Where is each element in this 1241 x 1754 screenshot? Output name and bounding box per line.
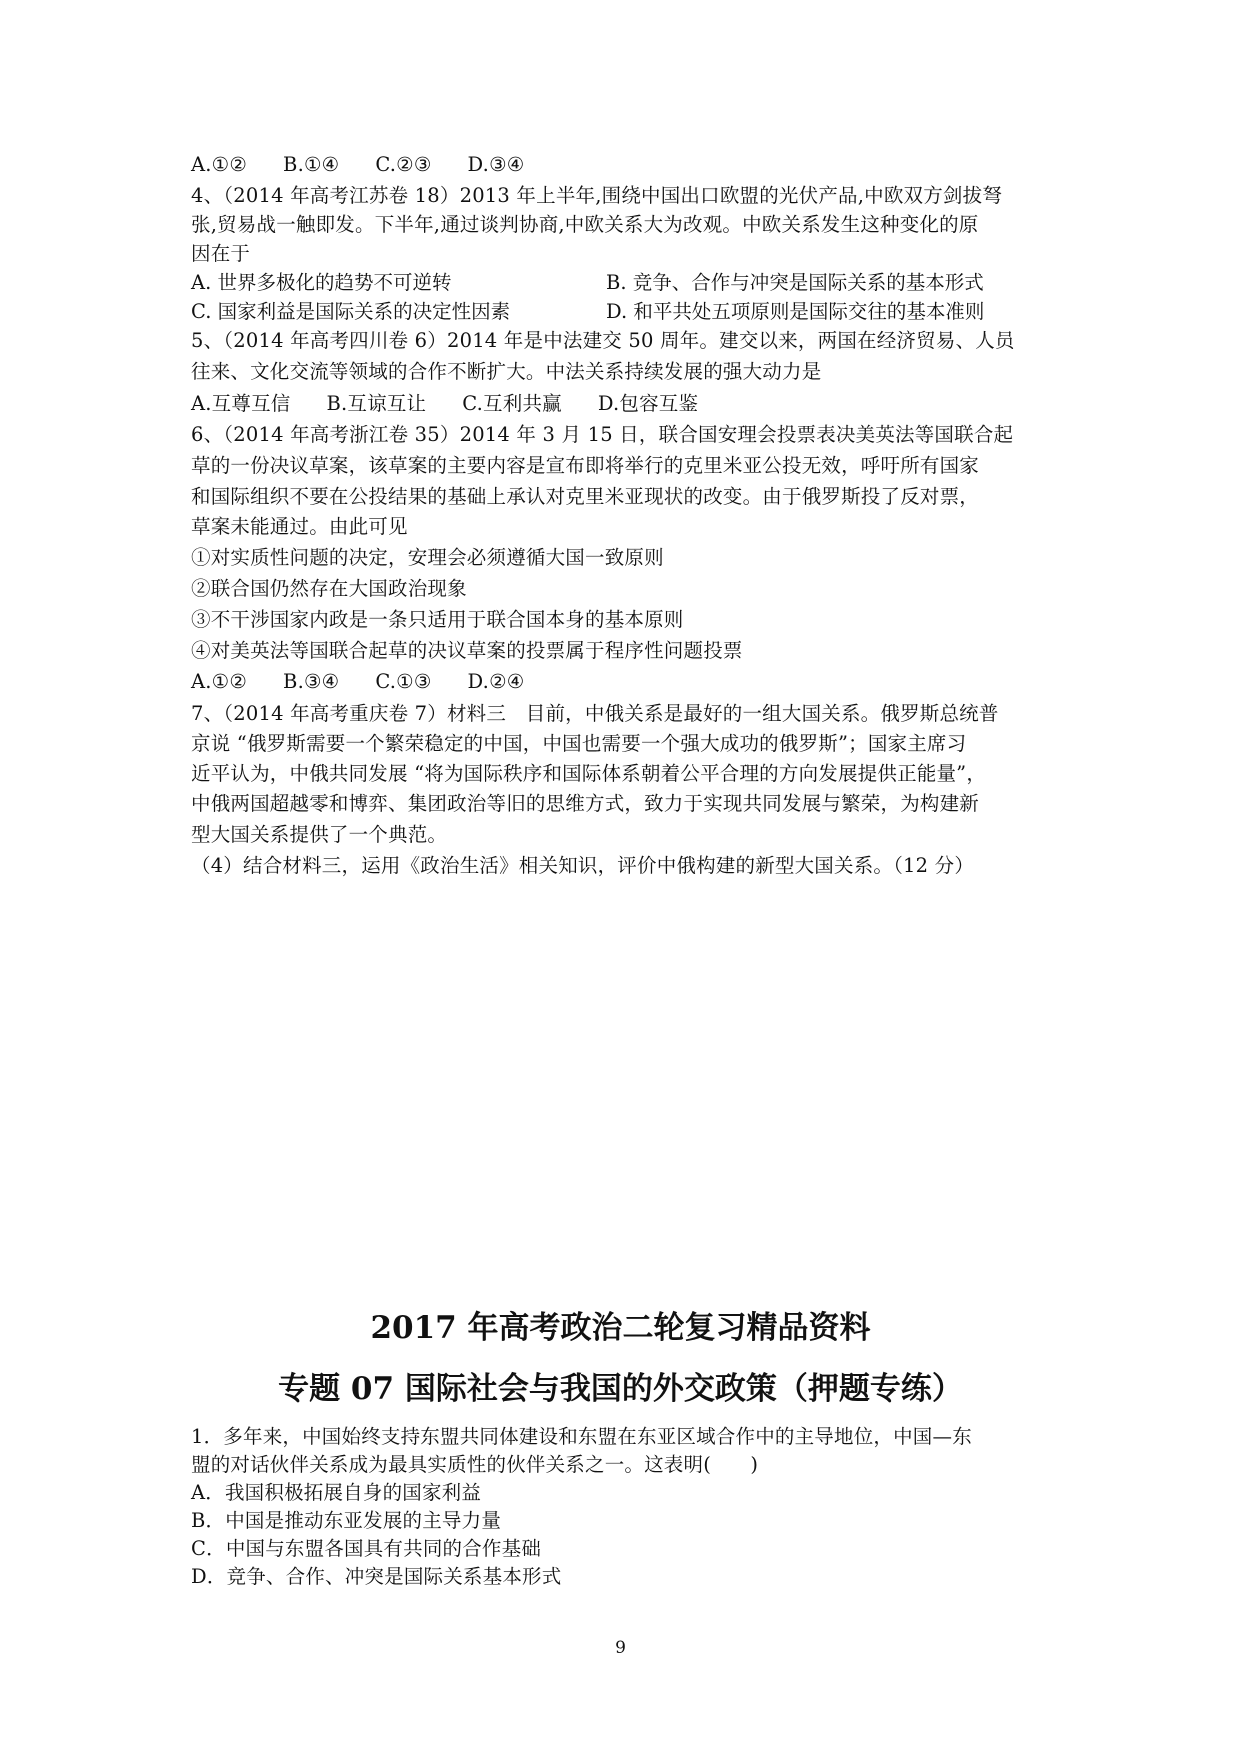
q5-option-c: C.互利共赢 xyxy=(462,392,562,415)
document-title: 2017 年高考政治二轮复习精品资料 xyxy=(370,1310,871,1346)
q6-option-d: D.②④ xyxy=(467,670,525,693)
q6-line-1: 6、（2014 年高考浙江卷 35）2014 年 3 月 15 日，联合国安理会投票表决美英法等国联合起 xyxy=(191,423,1014,446)
p1-line-2: 盟的对话伙伴关系成为最具实质性的伙伴关系之一。这表明( ) xyxy=(191,1453,759,1476)
q7-line-2: 京说 “俄罗斯需要一个繁荣稳定的中国，中国也需要一个强大成功的俄罗斯”；国家主席习 xyxy=(191,732,967,755)
q4-option-b: B. 竞争、合作与冲突是国际关系的基本形式 xyxy=(606,271,984,294)
q7-question-4: （4）结合材料三，运用《政治生活》相关知识，评价中俄构建的新型大国关系。（12 分） xyxy=(191,854,975,877)
q3-option-c: C.②③ xyxy=(375,153,432,176)
p1-option-c: C．中国与东盟各国具有共同的合作基础 xyxy=(191,1537,542,1560)
q6-line-4: 草案未能通过。由此可见 xyxy=(191,515,408,538)
q5-option-a: A.互尊互信 xyxy=(191,392,291,415)
q4-option-a: A. 世界多极化的趋势不可逆转 xyxy=(191,271,452,294)
q5-options xyxy=(191,389,1071,419)
q5-option-d: D.包容互鉴 xyxy=(597,392,699,415)
q5-line-2: 往来、文化交流等领域的合作不断扩大。中法关系持续发展的强大动力是 xyxy=(191,360,822,383)
p1-option-a: A．我国积极拓展自身的国家利益 xyxy=(191,1481,482,1504)
q4-line-1: 4、（2014 年高考江苏卷 18）2013 年上半年,围绕中国出口欧盟的光伏产品,中欧双方剑拔弩 xyxy=(191,184,1003,207)
q7-line-3: 近平认为，中俄共同发展 “将为国际秩序和国际体系朝着公平合理的方向发展提供正能量”， xyxy=(191,762,987,785)
q6-option-a: A.①② xyxy=(191,670,248,693)
q6-option-b: B.③④ xyxy=(283,670,340,693)
q5-option-b: B.互谅互让 xyxy=(326,392,427,415)
p1-option-d: D．竞争、合作、冲突是国际关系基本形式 xyxy=(191,1565,562,1588)
document-subtitle: 专题 07 国际社会与我国的外交政策（押题专练） xyxy=(278,1371,963,1407)
q6-statement-4: ④对美英法等国联合起草的决议草案的投票属于程序性问题投票 xyxy=(191,639,743,662)
q3-option-a: A.①② xyxy=(191,153,248,176)
q6-statement-1: ①对实质性问题的决定，安理会必须遵循大国一致原则 xyxy=(191,546,664,569)
q6-statement-3: ③不干涉国家内政是一条只适用于联合国本身的基本原则 xyxy=(191,608,684,631)
q4-line-3: 因在于 xyxy=(191,242,251,265)
q7-line-5: 型大国关系提供了一个典范。 xyxy=(191,823,448,846)
q6-line-2: 草的一份决议草案，该草案的主要内容是宣布即将举行的克里米亚公投无效，呼吁所有国家 xyxy=(191,454,980,477)
page-number: 9 xyxy=(615,1638,626,1658)
q6-option-c: C.①③ xyxy=(375,670,432,693)
q7-line-1: 7、（2014 年高考重庆卷 7）材料三 目前，中俄关系是最好的一组大国关系。俄罗斯总统普 xyxy=(191,702,999,725)
q4-option-c: C. 国家利益是国际关系的决定性因素 xyxy=(191,300,511,323)
q6-options xyxy=(191,667,1071,697)
q4-option-d: D. 和平共处五项原则是国际交往的基本准则 xyxy=(606,300,985,323)
q5-line-1: 5、（2014 年高考四川卷 6）2014 年是中法建交 50 周年。建交以来，两国在经济贸易、人员 xyxy=(191,329,1015,352)
p1-option-b: B．中国是推动东亚发展的主导力量 xyxy=(191,1509,502,1532)
q3-option-d: D.③④ xyxy=(467,153,525,176)
q4-line-2: 张,贸易战一触即发。下半年,通过谈判协商,中欧关系大为改观。中欧关系发生这种变化的原 xyxy=(191,213,979,236)
q6-statement-2: ②联合国仍然存在大国政治现象 xyxy=(191,577,467,600)
p1-line-1: 1．多年来，中国始终支持东盟共同体建设和东盟在东亚区域合作中的主导地位，中国—东 xyxy=(191,1425,972,1448)
q7-line-4: 中俄两国超越零和博弈、集团政治等旧的思维方式，致力于实现共同发展与繁荣，为构建新 xyxy=(191,792,980,815)
q3-option-b: B.①④ xyxy=(283,153,340,176)
q3-options xyxy=(191,150,1071,180)
q6-line-3: 和国际组织不要在公投结果的基础上承认对克里米亚现状的改变。由于俄罗斯投了反对票， xyxy=(191,485,980,508)
